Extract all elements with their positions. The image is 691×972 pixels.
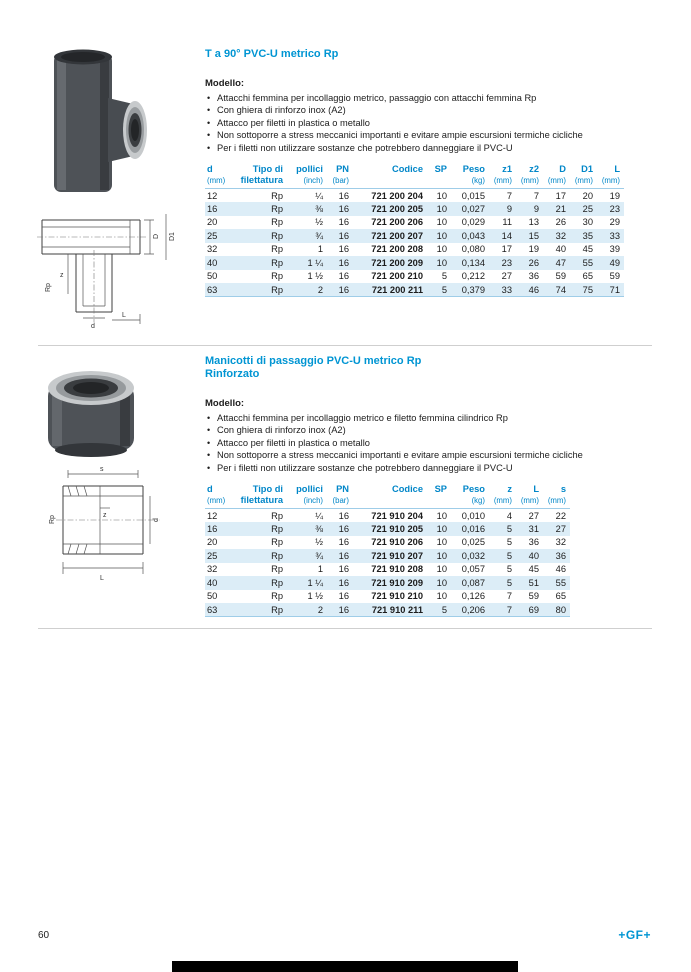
dim-label: s xyxy=(100,466,104,473)
column-header: PN xyxy=(336,484,349,495)
table-cell: 16 xyxy=(338,257,349,268)
table-cell: 45 xyxy=(582,244,593,255)
feature-item: • Attacco per filetti in plastica o metallo xyxy=(205,117,645,129)
dimension-table-socket xyxy=(205,484,570,617)
column-unit: (mm) xyxy=(543,495,570,509)
technical-drawing-tee xyxy=(34,202,189,330)
table-cell: 721 910 211 xyxy=(353,603,427,617)
table-cell: 59 xyxy=(609,271,620,282)
table-cell: 2 xyxy=(287,603,327,617)
table-cell: 721 200 206 xyxy=(371,217,423,228)
table-cell: 10 xyxy=(436,510,447,521)
table-cell: 50 xyxy=(207,591,218,602)
dim-label: z xyxy=(60,272,64,279)
table-cell: 721 910 206 xyxy=(371,537,423,548)
table-cell: 19 xyxy=(528,244,539,255)
dim-label: D xyxy=(153,233,160,239)
column-header: Peso xyxy=(462,164,485,175)
table-cell: 22 xyxy=(555,510,566,521)
column-unit: (mm) xyxy=(543,175,570,189)
column-unit: (bar) xyxy=(327,175,353,189)
table-cell: Rp xyxy=(271,564,283,575)
table-cell: 36 xyxy=(528,537,539,548)
model-label: Modello: xyxy=(205,398,245,409)
table-cell: 16 xyxy=(207,203,218,214)
table-cell: ¼ xyxy=(315,190,323,201)
table-cell: 12 xyxy=(207,510,218,521)
table-cell: Rp xyxy=(271,510,283,521)
table-cell: 19 xyxy=(609,190,620,201)
column-unit: (mm) xyxy=(489,175,516,189)
table-cell: 59 xyxy=(555,271,566,282)
table-cell: 25 xyxy=(207,230,218,241)
table-cell: Rp xyxy=(229,283,287,297)
table-cell: 16 xyxy=(338,203,349,214)
table-cell: 14 xyxy=(501,230,512,241)
table-cell: 5 xyxy=(506,564,512,575)
column-unit: (mm) xyxy=(489,495,516,509)
table-cell: 0,057 xyxy=(461,564,485,575)
section-socket xyxy=(205,355,645,617)
table-row xyxy=(205,216,624,230)
table-cell: 0,080 xyxy=(461,244,485,255)
table-cell: 45 xyxy=(528,564,539,575)
table-cell: 0,016 xyxy=(461,523,485,534)
table-cell: 0,087 xyxy=(461,577,485,588)
table-cell: 0,206 xyxy=(451,603,489,617)
table-row xyxy=(205,270,624,284)
table-cell: 5 xyxy=(506,537,512,548)
feature-item: • Attacchi femmina per incollaggio metrico, passaggio con attacchi femmina Rp xyxy=(205,92,645,104)
table-row xyxy=(205,576,570,590)
table-cell: Rp xyxy=(271,591,283,602)
table-cell: 16 xyxy=(338,271,349,282)
column-unit: (kg) xyxy=(451,495,489,509)
table-cell: 27 xyxy=(501,271,512,282)
table-cell: 5 xyxy=(427,283,451,297)
table-cell: 0,126 xyxy=(461,591,485,602)
table-cell: 16 xyxy=(338,217,349,228)
table-cell: Rp xyxy=(271,190,283,201)
table-cell: 32 xyxy=(207,564,218,575)
table-cell: 40 xyxy=(207,577,218,588)
table-cell: 10 xyxy=(436,203,447,214)
column-unit: (mm) xyxy=(205,175,229,189)
section-title: Manicotti di passaggio PVC-U metrico Rp xyxy=(205,355,422,367)
table-cell: 7 xyxy=(506,190,512,201)
dim-label: d xyxy=(91,323,95,330)
table-cell: 16 xyxy=(338,537,349,548)
table-cell: 0,379 xyxy=(451,283,489,297)
table-cell: 80 xyxy=(543,603,570,617)
table-cell: 1 xyxy=(317,564,323,575)
table-cell: 39 xyxy=(609,244,620,255)
table-cell: 17 xyxy=(501,244,512,255)
socket-drawing xyxy=(38,462,178,590)
dimension-table-tee xyxy=(205,164,624,297)
column-header: Codice xyxy=(392,484,423,495)
feature-item: • Attacchi femmina per incollaggio metrico e filetto femmina cilindrico Rp xyxy=(205,412,645,424)
table-cell: 721 200 210 xyxy=(371,271,423,282)
section-subtitle: Rinforzato xyxy=(205,368,260,380)
table-header-row xyxy=(205,175,624,189)
table-cell: 0,212 xyxy=(461,271,485,282)
table-cell: 9 xyxy=(506,203,512,214)
column-unit: (mm) xyxy=(516,175,543,189)
section-tee xyxy=(205,48,645,297)
table-cell: ¼ xyxy=(315,510,323,521)
dim-label: d xyxy=(153,518,160,522)
feature-list xyxy=(205,412,645,474)
table-cell: 32 xyxy=(555,537,566,548)
table-row xyxy=(205,243,624,257)
table-cell: 46 xyxy=(555,564,566,575)
column-header: SP xyxy=(434,164,447,175)
table-cell: 16 xyxy=(338,591,349,602)
feature-item: • Con ghiera di rinforzo inox (A2) xyxy=(205,104,645,116)
table-cell: 46 xyxy=(516,283,543,297)
table-cell: ½ xyxy=(315,217,323,228)
table-cell: 10 xyxy=(436,550,447,561)
table-cell: 721 910 208 xyxy=(371,564,423,575)
table-row xyxy=(205,522,570,536)
column-header: pollici xyxy=(296,164,323,175)
column-header: Tipo di xyxy=(252,484,283,495)
table-cell: 0,025 xyxy=(461,537,485,548)
feature-list xyxy=(205,92,645,154)
table-row xyxy=(205,509,570,523)
table-cell: 721 910 209 xyxy=(371,577,423,588)
table-cell: 10 xyxy=(436,190,447,201)
table-cell: 65 xyxy=(555,591,566,602)
table-cell: 10 xyxy=(436,217,447,228)
column-header: d xyxy=(207,484,213,495)
table-cell: 63 xyxy=(205,603,229,617)
table-cell: Rp xyxy=(271,550,283,561)
table-cell: 1 xyxy=(317,244,323,255)
table-row xyxy=(205,229,624,243)
table-cell: 721 910 204 xyxy=(371,510,423,521)
table-cell: 10 xyxy=(436,523,447,534)
table-cell: 51 xyxy=(528,577,539,588)
table-cell: 0,015 xyxy=(461,190,485,201)
table-cell: 47 xyxy=(555,257,566,268)
table-cell: 721 200 207 xyxy=(371,230,423,241)
column-unit: (mm) xyxy=(516,495,543,509)
table-cell: 40 xyxy=(528,550,539,561)
feature-item: • Non sottoporre a stress meccanici importanti e evitare ampie escursioni termiche cicliche xyxy=(205,449,645,461)
table-row xyxy=(205,256,624,270)
table-cell: 31 xyxy=(528,523,539,534)
table-cell: 40 xyxy=(207,257,218,268)
table-cell: 27 xyxy=(555,523,566,534)
table-cell: 16 xyxy=(338,230,349,241)
table-cell: 15 xyxy=(528,230,539,241)
table-cell: 26 xyxy=(555,217,566,228)
socket-fitting-image xyxy=(38,360,146,460)
column-unit: (bar) xyxy=(327,495,353,509)
column-header: L xyxy=(533,484,539,495)
table-cell: 5 xyxy=(506,577,512,588)
dim-label: z xyxy=(103,512,107,519)
column-unit xyxy=(427,495,451,509)
dim-label: L xyxy=(100,575,104,582)
table-cell: Rp xyxy=(271,577,283,588)
table-cell: ¾ xyxy=(315,550,323,561)
table-cell: 16 xyxy=(338,550,349,561)
table-head xyxy=(205,484,570,509)
table-cell: 12 xyxy=(207,190,218,201)
table-cell: 10 xyxy=(436,591,447,602)
feature-item: • Con ghiera di rinforzo inox (A2) xyxy=(205,424,645,436)
column-header: d xyxy=(207,164,213,175)
table-cell: 721 200 204 xyxy=(371,190,423,201)
table-cell: 16 xyxy=(338,523,349,534)
column-unit xyxy=(353,175,427,189)
table-cell: 17 xyxy=(555,190,566,201)
table-header-row xyxy=(205,164,624,175)
column-header: Codice xyxy=(392,164,423,175)
column-unit: (mm) xyxy=(597,175,624,189)
table-cell: 7 xyxy=(489,603,516,617)
table-cell: 5 xyxy=(427,603,451,617)
table-cell: 33 xyxy=(489,283,516,297)
table-cell: 29 xyxy=(609,217,620,228)
table-cell: 16 xyxy=(338,510,349,521)
column-unit: (mm) xyxy=(205,495,229,509)
column-unit: (kg) xyxy=(451,175,489,189)
table-cell: 1 ¼ xyxy=(307,577,323,588)
table-cell: 5 xyxy=(441,271,447,282)
table-cell: 10 xyxy=(436,537,447,548)
table-cell: 55 xyxy=(555,577,566,588)
feature-item: • Per i filetti non utilizzare sostanze che potrebbero danneggiare il PVC-U xyxy=(205,462,645,474)
table-head xyxy=(205,164,624,189)
table-cell: Rp xyxy=(271,257,283,268)
table-cell: 59 xyxy=(528,591,539,602)
column-header: pollici xyxy=(296,484,323,495)
table-body xyxy=(205,509,570,617)
table-cell: 2 xyxy=(287,283,327,297)
technical-drawing-socket xyxy=(38,462,178,590)
dim-label: D1 xyxy=(169,232,176,241)
table-cell: 49 xyxy=(609,257,620,268)
gf-logo: +GF+ xyxy=(618,928,651,942)
table-cell: Rp xyxy=(271,537,283,548)
column-unit: filettatura xyxy=(229,175,287,189)
table-cell: 26 xyxy=(528,257,539,268)
table-row xyxy=(205,549,570,563)
column-unit: (inch) xyxy=(287,175,327,189)
table-cell: 36 xyxy=(555,550,566,561)
table-cell: 0,027 xyxy=(461,203,485,214)
table-cell: ⅜ xyxy=(315,203,323,214)
column-unit xyxy=(427,175,451,189)
column-header: z xyxy=(507,484,512,495)
column-unit xyxy=(353,495,427,509)
tee-fitting-image xyxy=(36,46,152,198)
table-cell: 16 xyxy=(338,577,349,588)
table-header-row xyxy=(205,495,570,509)
table-cell: Rp xyxy=(271,523,283,534)
dim-label: Rp xyxy=(45,283,52,292)
table-cell: 11 xyxy=(502,217,512,228)
section-title: T a 90° PVC-U metrico Rp xyxy=(205,48,339,60)
table-cell: 10 xyxy=(436,564,447,575)
table-cell: 10 xyxy=(436,257,447,268)
table-cell: Rp xyxy=(271,244,283,255)
table-cell: 721 200 205 xyxy=(371,203,423,214)
table-cell: 1 ½ xyxy=(307,271,323,282)
table-cell: 74 xyxy=(543,283,570,297)
column-unit: (inch) xyxy=(287,495,327,509)
table-cell: 20 xyxy=(207,537,218,548)
table-row xyxy=(205,536,570,550)
column-header: D xyxy=(559,164,566,175)
table-cell: 40 xyxy=(555,244,566,255)
page-number: 60 xyxy=(38,930,50,941)
column-unit: (mm) xyxy=(570,175,597,189)
table-cell: ⅜ xyxy=(315,523,323,534)
table-cell: Rp xyxy=(271,203,283,214)
table-cell: 16 xyxy=(327,603,353,617)
table-cell: 7 xyxy=(533,190,539,201)
table-cell: 32 xyxy=(207,244,218,255)
table-cell: 10 xyxy=(436,230,447,241)
table-row xyxy=(205,202,624,216)
table-cell: 16 xyxy=(327,283,353,297)
table-cell: 65 xyxy=(582,271,593,282)
table-cell: 21 xyxy=(555,203,566,214)
table-cell: Rp xyxy=(229,603,287,617)
table-cell: 16 xyxy=(338,564,349,575)
table-cell: 25 xyxy=(207,550,218,561)
feature-item: • Attacco per filetti in plastica o metallo xyxy=(205,437,645,449)
table-cell: 721 200 208 xyxy=(371,244,423,255)
table-cell: 0,010 xyxy=(461,510,485,521)
table-cell: 20 xyxy=(207,217,218,228)
table-cell: 32 xyxy=(555,230,566,241)
table-cell: ¾ xyxy=(315,230,323,241)
table-cell: 69 xyxy=(516,603,543,617)
table-cell: 55 xyxy=(582,257,593,268)
column-header: Peso xyxy=(462,484,485,495)
table-cell: 5 xyxy=(506,550,512,561)
table-cell: 27 xyxy=(528,510,539,521)
table-cell: 75 xyxy=(570,283,597,297)
table-cell: 16 xyxy=(338,244,349,255)
table-cell: Rp xyxy=(271,271,283,282)
table-cell: 71 xyxy=(597,283,624,297)
table-cell: Rp xyxy=(271,230,283,241)
model-label: Modello: xyxy=(205,78,245,89)
column-header: D1 xyxy=(581,164,593,175)
table-cell: 20 xyxy=(582,190,593,201)
table-cell: 16 xyxy=(338,190,349,201)
dim-label: L xyxy=(122,312,126,319)
column-header: SP xyxy=(434,484,447,495)
table-cell: 10 xyxy=(436,577,447,588)
table-cell: 721 200 209 xyxy=(371,257,423,268)
table-row xyxy=(205,590,570,604)
table-row xyxy=(205,283,624,297)
table-row xyxy=(205,603,570,617)
table-cell: ½ xyxy=(315,537,323,548)
table-cell: 63 xyxy=(205,283,229,297)
table-cell: Rp xyxy=(271,217,283,228)
column-header: z1 xyxy=(502,164,512,175)
section-divider xyxy=(38,628,652,629)
dim-label: Rp xyxy=(49,515,56,524)
table-cell: 1 ¼ xyxy=(307,257,323,268)
column-header: L xyxy=(614,164,620,175)
product-photo-socket xyxy=(38,360,146,460)
table-cell: 30 xyxy=(582,217,593,228)
table-cell: 10 xyxy=(436,244,447,255)
table-cell: 35 xyxy=(582,230,593,241)
table-cell: 721 200 211 xyxy=(353,283,427,297)
table-cell: 721 910 210 xyxy=(371,591,423,602)
column-header: Tipo di xyxy=(252,164,283,175)
section-divider xyxy=(38,345,652,346)
feature-item: • Per i filetti non utilizzare sostanze che potrebbero danneggiare il PVC-U xyxy=(205,142,645,154)
table-cell: 23 xyxy=(609,203,620,214)
table-cell: 50 xyxy=(207,271,218,282)
table-cell: 721 910 207 xyxy=(371,550,423,561)
feature-item: • Non sottoporre a stress meccanici importanti e evitare ampie escursioni termiche cicliche xyxy=(205,129,645,141)
page-edge-bar xyxy=(172,961,518,972)
column-header: PN xyxy=(336,164,349,175)
table-cell: 33 xyxy=(609,230,620,241)
table-cell: 0,029 xyxy=(461,217,485,228)
table-cell: 4 xyxy=(506,510,512,521)
table-cell: 13 xyxy=(528,217,539,228)
product-photo-tee xyxy=(36,46,152,198)
table-cell: 721 910 205 xyxy=(371,523,423,534)
table-body xyxy=(205,189,624,297)
table-cell: 7 xyxy=(506,591,512,602)
column-header: s xyxy=(560,484,566,495)
table-cell: 0,032 xyxy=(461,550,485,561)
table-cell: 0,043 xyxy=(461,230,485,241)
table-row xyxy=(205,563,570,577)
table-row xyxy=(205,189,624,203)
table-cell: 0,134 xyxy=(461,257,485,268)
table-header-row xyxy=(205,484,570,495)
table-cell: 23 xyxy=(501,257,512,268)
column-unit: filettatura xyxy=(229,495,287,509)
table-cell: 36 xyxy=(528,271,539,282)
table-cell: 25 xyxy=(582,203,593,214)
table-cell: 9 xyxy=(533,203,539,214)
tee-drawing xyxy=(34,202,189,330)
table-cell: 5 xyxy=(506,523,512,534)
column-header: z2 xyxy=(529,164,539,175)
table-cell: 1 ½ xyxy=(307,591,323,602)
table-cell: 16 xyxy=(207,523,218,534)
